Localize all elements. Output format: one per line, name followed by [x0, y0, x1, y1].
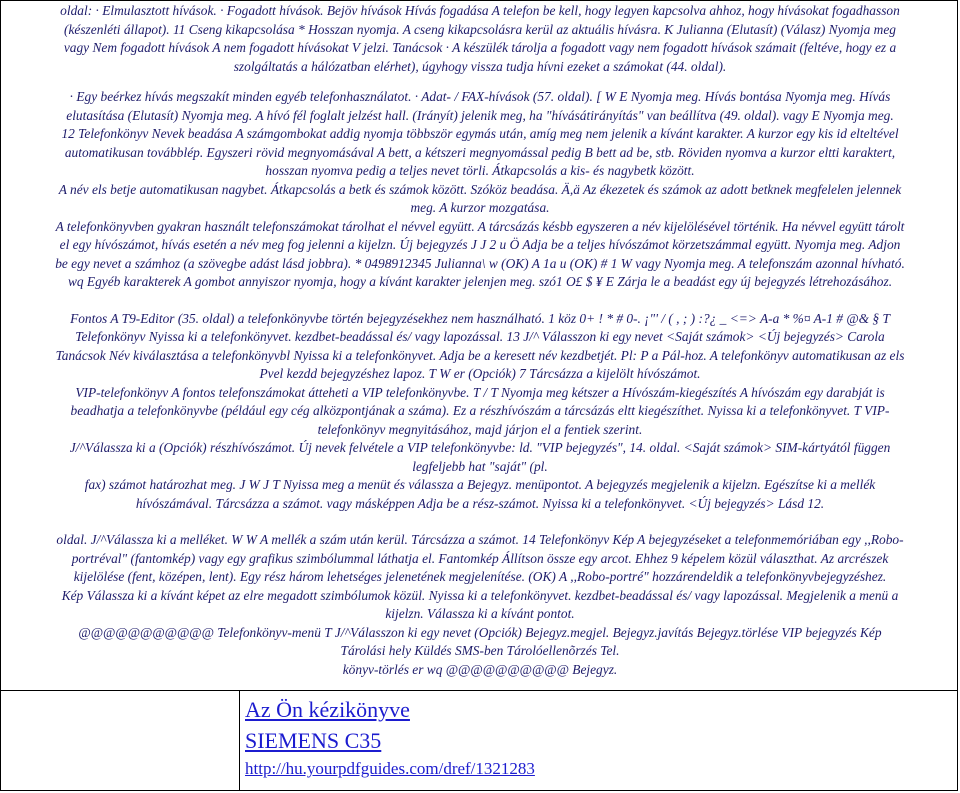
- text-line: 12 Telefonkönyv Nevek beadása A számgombokat addig nyomja többször egymás után, amíg meg nem jelenik a kívánt karakter. A kurzor egy kis id elteltével: [61, 126, 899, 141]
- footer-links: [245, 694, 945, 782]
- text-line: legfeljebb hat "saját" (pl.: [412, 458, 548, 474]
- text-line: J/^Válassza ki a (Opciók) részhívószámot. Új nevek felvétele a VIP telefonkönyvbe: ld. "VIP bejegyzés", 14. oldal. <Saját számok> SIM-kártyától függen: [69, 440, 891, 455]
- text-line: kijelölése (fent, középen, lent). Egy rész három lehetséges jelenetének megjelenítése. (OK) A ,,Robo-portré" hozzárendeldik a telefonkönyvbejegyzéshez.: [73, 569, 887, 584]
- url-link[interactable]: http://hu.yourpdfguides.com/dref/1321283: [245, 759, 535, 778]
- text-line: fax) számot határozhat meg. J W J T Nyissa meg a menüt és válassza a Bejegyz. menüpontot. A bejegyzés megjelenik a kijelzn. Egészítse ki a mellék: [84, 477, 876, 492]
- text-line: telefonkönyv megnyitásához, majd járjon el a fentiek szerint.: [317, 421, 643, 437]
- manual-text: [1, 1, 958, 691]
- text-line: szolgáltatás a hálózatban elérhet), úgyhogy vissza tudja hívni ezeket a számokat (44. oldal).: [233, 58, 727, 74]
- model-link[interactable]: SIEMENS C35: [245, 728, 382, 753]
- text-line: hosszan nyomva pedig a teljes nevet törli. Átkapcsolás a kis- és nagybetk között.: [265, 163, 695, 178]
- text-line: be egy nevet a számhoz (a szövegbe adást lásd jobbra). * 0498912345 Julianna\ w (OK) A 1a u (OK) # 1 W vagy Nyomja meg. A telefonszám azonnal hívható.: [55, 255, 905, 271]
- text-line: vagy Nem fogadott hívások A nem fogadott hívásokat V jelzi. Tanácsok · A készülék tárolja a fogadott vagy nem fogadott hívások számait (feltéve, hogy ez a: [63, 40, 897, 55]
- text-line: hívószámával. Tárcsázza a számot. vagy másképpen Adja be a rész-számot. Nyissa ki a telefonkönyvet. <Új bejegyzés> Lásd 12.: [135, 495, 825, 511]
- text-line: beadhatja a telefonkönyvbe (például egy cég alközpontjának a száma). Ez a részhívószám a tárcsázás eltt kiegészíthet. Nyissa ki a telefonkönyvet. T VIP-: [70, 403, 890, 418]
- text-line: Kép Válassza ki a kívánt képet az elre megadott szimbólumok közül. Nyissa ki a telefonkönyvet. kezdbet-beadással és/ vagy lapozással. Megjelenik a menü a: [61, 587, 899, 603]
- text-line: oldal: · Elmulasztott hívások. · Fogadott hívások. Bejöv hívások Hívás fogadása A telefon be kell, hogy legyen kapcsolva ahhoz, hogy hívásokat fogadhasson: [60, 3, 900, 18]
- text-line: VIP-telefonkönyv A fontos telefonszámokat átteheti a VIP telefonkönyvbe. T / T Nyomja meg kétszer a Hívószám-kiegészítés A hívószám egy darabját is: [75, 384, 885, 400]
- text-line: (készenléti állapot). 11 Cseng kikapcsolása * Hosszan nyomja. A cseng kikapcsolásra kerül az aktuális hívásra. K Julianna (Elutasít) (Válasz) Nyomja meg: [64, 21, 896, 37]
- text-line: meg. A kurzor mozgatása.: [410, 200, 550, 215]
- text-line: el egy hívószámot, hívás esetén a név meg fog jelenni a kijelzn. Új bejegyzés J J 2 u Ö Adja be a teljes hívószámot körzetszámmal együtt. Nyomja meg. Adjon: [59, 237, 901, 252]
- manual-title-link[interactable]: Az Ön kézikönyve: [245, 697, 410, 722]
- text-line: Tárolási hely Küldés SMS-ben Tárolóellenõrzés Tel.: [340, 643, 620, 658]
- text-line: wq Egyéb karakterek A gombot annyiszor nyomja, hogy a kívánt karakter jelenjen meg. szó1 O£ $ ¥ E Zárja le a beadást egy új bejegyzés létrehozásához.: [67, 274, 893, 289]
- text-line: Fontos A T9-Editor (35. oldal) a telefonkönyvbe történ bejegyzésekhez nem használható. 1 köz 0+ ! * # 0-. ¡"' / ( , ; ) :?¿ _ <=> A-a * %¤ A-1 # @& § T: [70, 310, 890, 326]
- text-line: A név els betje automatikusan nagybet. Átkapcsolás a betk és számok között. Szóköz beadása. Ä,ä Az ékezetek és számok az adott betknek megfelelen jelennek: [58, 181, 902, 197]
- text-line: könyv-törlés er wq @@@@@@@@@@ Bejegyz.: [342, 661, 618, 677]
- text-line: @@@@@@@@@@@ Telefonkönyv-menü T J/^Válasszon ki egy nevet (Opciók) Bejegyz.megjel. Bejegyz.javítás Bejegyz.törlése VIP bejegyzés Kép: [78, 624, 882, 640]
- text-line: oldal. J/^Válassza ki a melléket. W W A mellék a szám után kerül. Tárcsázza a számot. 14 Telefonkönyv Kép A bejegyzéseket a telefonmemóriában egy ,,Robo-: [56, 532, 904, 547]
- text-line: Pvel kezdd bejegyzéshez lapoz. T W er (Opciók) 7 Tárcsázza a kijelölt hívószámot.: [259, 366, 701, 381]
- text-line: automatikusan továbblép. Egyszeri rövid megnyomásával A bett, a kétszeri megnyomással pedig B bett ad be, stb. Röviden nyomva a kurzor eltti karaktert,: [64, 144, 896, 160]
- text-line: Tanácsok Név kiválasztása a telefonkönyvbl Nyissa ki a telefonkönyvet. Adja be a keresett név kezdbetjét. Pl: P a Pál-hoz. A telefonkönyv automatikusan az els: [55, 347, 905, 363]
- text-line: · Egy beérkez hívás megszakít minden egyéb telefonhasználatot. · Adat- / FAX-hívások (57. oldal). [ W E Nyomja meg. Hívás bontása Nyomja meg. Hívás: [69, 89, 891, 104]
- text-line: portréval" (fantomkép) vagy egy grafikus szimbólummal láthatja el. Fantomkép Állítson össze egy arcot. Ehhez 9 képelem közül választhat. Az arcrészek: [71, 550, 889, 566]
- text-line: elutasítása (Elutasít) Nyomja meg. A hívó fél foglalt jelzést hall. (Irányít) jelenik meg, ha "hívásátirányítás" van beállítva (49. oldal). vagy E Nyomja meg.: [66, 107, 894, 123]
- text-line: kijelzn. Válassza ki a kívánt pontot.: [385, 606, 575, 621]
- text-line: A telefonkönyvben gyakran használt telefonszámokat tárolhat el névvel együtt. A tárcsázás késbb egyszeren a név kijelölésével történik. Ha névvel együtt tárolt: [55, 218, 905, 234]
- text-line: Telefonkönyv Nyissa ki a telefonkönyvet. kezdbet-beadással és/ vagy lapozással. 13 J/^ Válasszon ki egy nevet <Saját számok> <Új bejegyzés> Carola: [75, 329, 885, 344]
- footer-spacer: [1, 690, 240, 790]
